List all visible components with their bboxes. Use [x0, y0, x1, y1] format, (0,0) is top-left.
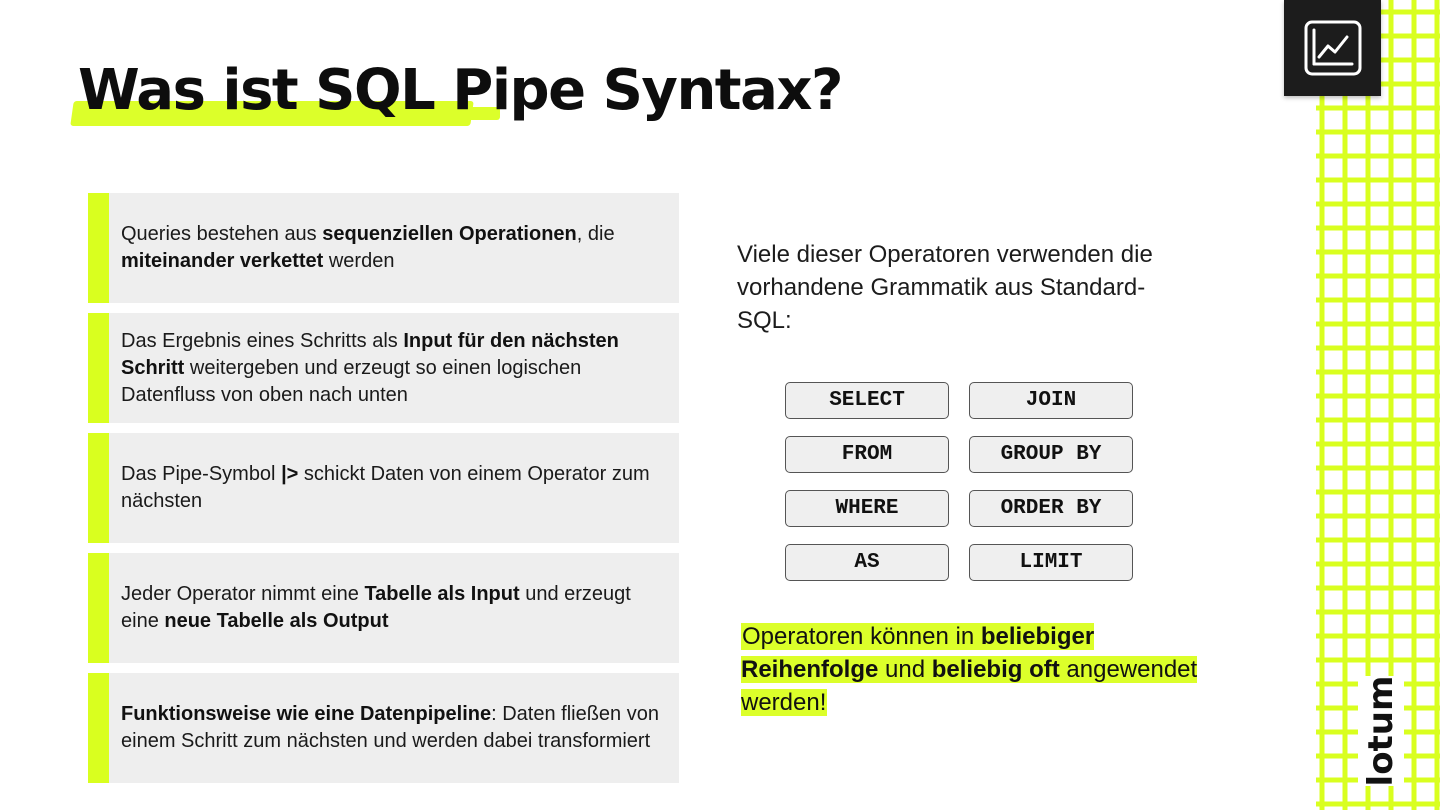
- card-accent-bar: [88, 193, 109, 303]
- card-accent-bar: [88, 433, 109, 543]
- line-chart-icon: [1304, 20, 1362, 76]
- keyword-box: SELECT: [785, 382, 949, 419]
- intro-text: Viele dieser Operatoren verwenden die vorhandene Grammatik aus Standard-SQL:: [737, 241, 1153, 334]
- lotum-logo: [1358, 676, 1404, 786]
- keyword-box: AS: [785, 544, 949, 581]
- page-title: Was ist SQL Pipe Syntax?: [78, 58, 842, 123]
- bullet-card: [88, 433, 679, 543]
- card-text: Das Pipe-Symbol |> schickt Daten von einem Operator zum nächsten: [121, 463, 650, 512]
- bullet-cards: [88, 193, 679, 793]
- keyword-box: GROUP BY: [969, 436, 1133, 473]
- card-accent-bar: [88, 673, 109, 783]
- keyword-box: LIMIT: [969, 544, 1133, 581]
- svg-text:lotum: lotum: [1361, 676, 1401, 786]
- note-highlight: Operatoren können in beliebiger Reihenfolge und beliebig oft angewendet werden!: [741, 623, 1198, 716]
- bullet-card: [88, 193, 679, 303]
- keyword-box: WHERE: [785, 490, 949, 527]
- keyword-box: JOIN: [969, 382, 1133, 419]
- card-text: Queries bestehen aus sequenziellen Operationen, die miteinander verkettet werden: [121, 223, 615, 272]
- bullet-card: [88, 553, 679, 663]
- card-text: Funktionsweise wie eine Datenpipeline: Daten fließen von einem Schritt zum nächsten und werden dabei transformiert: [121, 703, 659, 752]
- bullet-card: [88, 313, 679, 423]
- keyword-box: FROM: [785, 436, 949, 473]
- keyword-grid: [785, 382, 1135, 581]
- bullet-card: [88, 673, 679, 783]
- card-text: Jeder Operator nimmt eine Tabelle als Input und erzeugt eine neue Tabelle als Output: [121, 583, 631, 632]
- card-accent-bar: [88, 553, 109, 663]
- card-accent-bar: [88, 313, 109, 423]
- keyword-box: ORDER BY: [969, 490, 1133, 527]
- card-text: Das Ergebnis eines Schritts als Input für den nächsten Schritt weitergeben und erzeugt so einen logischen Datenfluss von oben nach unten: [121, 329, 619, 406]
- chart-icon-box: [1284, 0, 1381, 96]
- highlight-note: [741, 620, 1201, 719]
